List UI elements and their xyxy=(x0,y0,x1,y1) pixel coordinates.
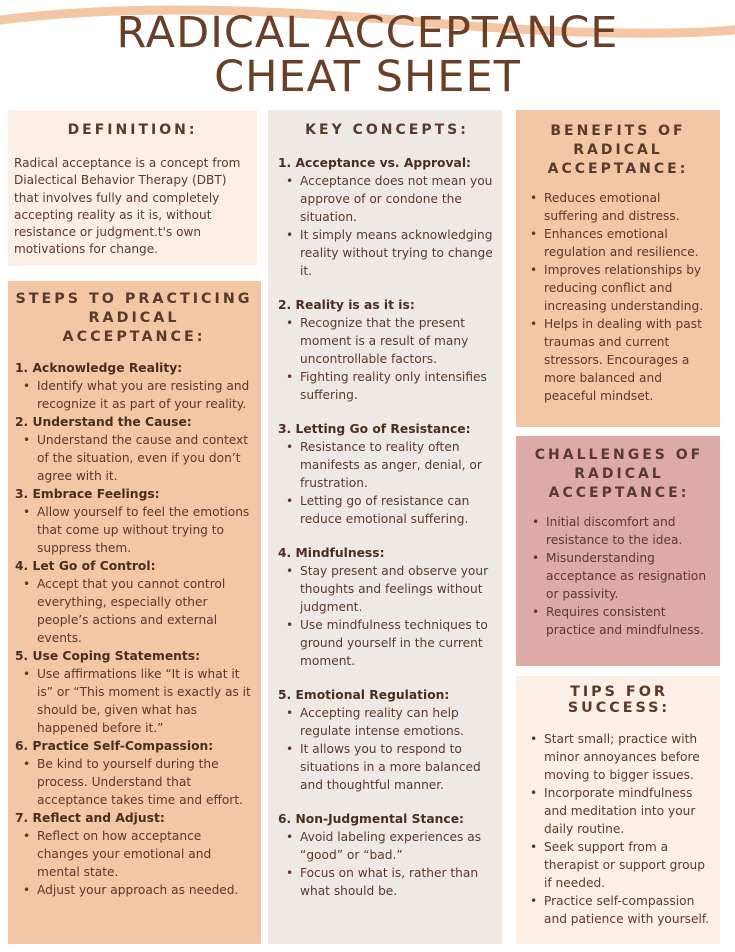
benefit-bullet: • Helps in dealing with past traumas and current stressors. Encourages a more balanced and peaceful mindset. xyxy=(544,315,714,405)
concept-bullet: • Use mindfulness techniques to ground yourself in the current moment. xyxy=(300,616,496,670)
challenges-panel xyxy=(516,436,720,666)
benefits-heading-line1: BENEFITS OF xyxy=(550,123,686,139)
step-title: 1. Acknowledge Reality: xyxy=(15,361,183,375)
step-title: 2. Understand the Cause: xyxy=(15,415,192,429)
tips-heading: TIPS FOR SUCCESS: xyxy=(567,684,671,716)
step-title: 6. Practice Self-Compassion: xyxy=(15,739,214,753)
steps-heading-line2: RADICAL ACCEPTANCE: xyxy=(62,310,206,345)
concept-bullet: • Acceptance does not mean you approve of or condone the situation. xyxy=(300,172,496,226)
step-bullet: • Understand the cause and context of the situation, even if you don’t agree with it. xyxy=(37,431,253,485)
steps-heading xyxy=(15,290,253,347)
concept-bullet: • Recognize that the present moment is a result of many uncontrollable factors. xyxy=(300,314,496,368)
definition-text: Radical acceptance is a concept from Dialectical Behavior Therapy (DBT) that involves fully and completely accepting reality as it is, without resistance or judgment.t's own motivations for change. xyxy=(14,156,241,257)
key-concepts-panel xyxy=(268,110,502,944)
concept-bullet: • Letting go of resistance can reduce emotional suffering. xyxy=(300,492,496,528)
tip-bullet: • Seek support from a therapist or support group if needed. xyxy=(544,838,716,892)
benefit-bullet: • Improves relationships by reducing conflict and increasing understanding. xyxy=(544,261,714,315)
steps-heading-line1: STEPS TO PRACTICING xyxy=(15,291,253,307)
challenges-heading-line2: RADICAL xyxy=(574,466,664,482)
page-title-line2: CHEAT SHEET xyxy=(214,52,521,102)
step-bullet: • Accept that you cannot control everything, especially other people’s actions and external events. xyxy=(37,575,253,647)
concept-bullet: • Resistance to reality often manifests as anger, denial, or frustration. xyxy=(300,438,496,492)
concept-group xyxy=(278,810,496,900)
concept-title: 1. Acceptance vs. Approval: xyxy=(278,156,471,170)
concept-group xyxy=(278,154,496,280)
concept-group xyxy=(278,420,496,528)
challenges-heading-line1: CHALLENGES OF xyxy=(534,447,704,463)
concept-bullet: • Avoid labeling experiences as “good” or “bad.” xyxy=(300,828,496,864)
key-concepts-heading: KEY CONCEPTS: xyxy=(305,122,469,138)
concept-group xyxy=(278,544,496,670)
page-title-line1: RADICAL ACCEPTANCE xyxy=(116,8,619,58)
step-title: 7. Reflect and Adjust: xyxy=(15,811,165,825)
concept-title: 4. Mindfulness: xyxy=(278,546,385,560)
benefits-heading-line3: ACCEPTANCE: xyxy=(547,161,689,177)
tip-bullet: • Incorporate mindfulness and meditation into your daily routine. xyxy=(544,784,716,838)
tips-panel xyxy=(516,676,720,944)
concept-bullet: • Focus on what is, rather than what should be. xyxy=(300,864,496,900)
benefits-panel xyxy=(516,110,720,427)
concept-group xyxy=(278,686,496,794)
concept-title: 5. Emotional Regulation: xyxy=(278,688,450,702)
benefit-bullet: • Enhances emotional regulation and resilience. xyxy=(544,225,714,261)
concept-bullet: • It simply means acknowledging reality without trying to change it. xyxy=(300,226,496,280)
concept-title: 2. Reality is as it is: xyxy=(278,298,415,312)
challenges-heading-line3: ACCEPTANCE: xyxy=(548,485,690,501)
step-item xyxy=(15,647,253,737)
step-item xyxy=(15,737,253,809)
step-item xyxy=(15,485,253,557)
challenges-heading xyxy=(524,446,714,503)
step-bullet: • Allow yourself to feel the emotions that come up without trying to suppress them. xyxy=(37,503,253,557)
step-item xyxy=(15,557,253,647)
step-item xyxy=(15,359,253,413)
concept-title: 3. Letting Go of Resistance: xyxy=(278,422,471,436)
benefits-heading xyxy=(522,122,714,179)
step-item xyxy=(15,809,253,899)
definition-heading: DEFINITION: xyxy=(67,122,198,138)
challenge-bullet: • Requires consistent practice and mindfulness. xyxy=(546,603,714,639)
concept-bullet: • Stay present and observe your thoughts and feelings without judgment. xyxy=(300,562,496,616)
step-title: 5. Use Coping Statements: xyxy=(15,649,201,663)
step-bullet: • Be kind to yourself during the process. Understand that acceptance takes time and effort. xyxy=(37,755,253,809)
concept-bullet: • It allows you to respond to situations in a more balanced and thoughtful manner. xyxy=(300,740,496,794)
definition-panel xyxy=(8,110,257,266)
tip-bullet: • Start small; practice with minor annoyances before moving to bigger issues. xyxy=(544,730,716,784)
concept-title: 6. Non-Judgmental Stance: xyxy=(278,812,464,826)
step-bullet: • Adjust your approach as needed. xyxy=(37,881,253,899)
steps-panel xyxy=(8,281,261,944)
concept-bullet: • Fighting reality only intensifies suffering. xyxy=(300,368,496,404)
step-bullet: • Reflect on how acceptance changes your emotional and mental state. xyxy=(37,827,253,881)
benefit-bullet: • Reduces emotional suffering and distress. xyxy=(544,189,714,225)
tip-bullet: • Practice self-compassion and patience with yourself. xyxy=(544,892,716,928)
challenge-bullet: • Misunderstanding acceptance as resignation or passivity. xyxy=(546,549,714,603)
step-title: 3. Embrace Feelings: xyxy=(15,487,160,501)
concept-group xyxy=(278,296,496,404)
benefits-heading-line2: RADICAL xyxy=(573,142,663,158)
step-bullet: • Use affirmations like “It is what it is” or “This moment is exactly as it should be, given what has happened before it.” xyxy=(37,665,253,737)
step-title: 4. Let Go of Control: xyxy=(15,559,156,573)
step-bullet: • Identify what you are resisting and recognize it as part of your reality. xyxy=(37,377,253,413)
concept-bullet: • Accepting reality can help regulate intense emotions. xyxy=(300,704,496,740)
step-item xyxy=(15,413,253,485)
challenge-bullet: • Initial discomfort and resistance to the idea. xyxy=(546,513,714,549)
